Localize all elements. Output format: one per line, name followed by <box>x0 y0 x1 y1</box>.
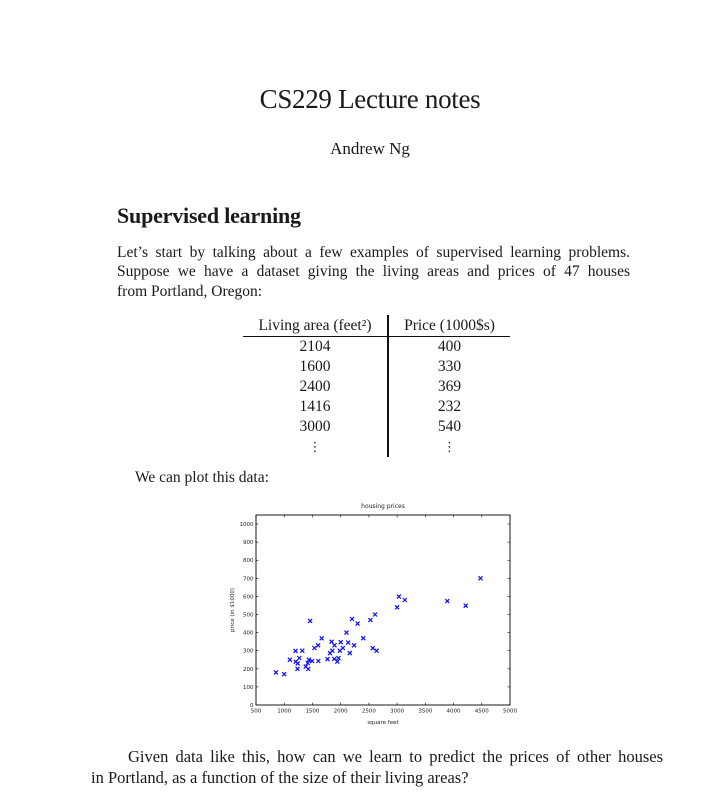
cell-price: 330 <box>437 358 462 375</box>
cell-living-area: 1600 <box>243 357 388 377</box>
y-tick-label: 700 <box>243 576 254 583</box>
x-tick-label: 1500 <box>305 708 320 715</box>
cell-living-area: 3000 <box>243 417 388 437</box>
data-point-marker <box>294 649 298 653</box>
cell-living-area: 1416 <box>243 397 388 417</box>
intro-line: Let’s start by talking about a few examples of supervised learning problems. <box>117 244 630 261</box>
table-header-price: Price (1000$s) <box>388 315 510 337</box>
data-point-marker <box>274 670 278 674</box>
x-tick-label: 2500 <box>361 708 376 715</box>
cell-price: 400 <box>437 338 462 355</box>
data-point-marker <box>350 617 354 621</box>
data-point-marker <box>320 636 324 640</box>
closing-line: Given data like this, how can we learn to predict the prices of other houses <box>128 747 663 766</box>
data-point-marker <box>341 646 345 650</box>
housing-prices-scatter-chart <box>224 494 524 740</box>
vertical-ellipsis: ⋮ <box>443 439 456 455</box>
data-point-marker <box>300 649 304 653</box>
data-point-marker <box>297 656 301 660</box>
plot-intro-text: We can plot this data: <box>135 469 269 486</box>
y-tick-label: 100 <box>243 684 254 691</box>
data-point-marker <box>479 576 483 580</box>
data-point-marker <box>368 618 372 622</box>
y-tick-label: 900 <box>243 540 254 547</box>
data-point-marker <box>395 605 399 609</box>
y-tick-label: 0 <box>250 703 254 709</box>
vertical-ellipsis: ⋮ <box>243 437 388 457</box>
y-tick-label: 500 <box>243 612 254 619</box>
closing-paragraph <box>91 747 663 788</box>
data-point-marker <box>312 646 316 650</box>
table-row <box>243 337 510 358</box>
x-tick-label: 4000 <box>446 708 461 715</box>
y-tick-label: 800 <box>243 558 254 565</box>
table-row <box>243 417 510 437</box>
cell-price: 369 <box>437 378 462 395</box>
x-tick-label: 2000 <box>333 708 348 715</box>
data-point-marker <box>375 649 379 653</box>
data-point-marker <box>308 619 312 623</box>
table-row <box>243 397 510 417</box>
cell-living-area: 2400 <box>243 377 388 397</box>
y-tick-label: 300 <box>243 648 254 655</box>
data-point-marker <box>464 604 468 608</box>
data-point-marker <box>339 640 343 644</box>
data-point-marker <box>296 667 300 671</box>
data-point-marker <box>445 599 449 603</box>
data-point-marker <box>304 665 308 669</box>
data-point-marker <box>371 646 375 650</box>
plot-box <box>256 515 510 705</box>
data-point-marker <box>345 631 349 635</box>
x-tick-label: 1000 <box>277 708 292 715</box>
cell-price: 540 <box>437 418 462 435</box>
data-point-marker <box>288 658 292 662</box>
data-point-marker <box>316 659 320 663</box>
x-tick-label: 3000 <box>390 708 405 715</box>
data-point-marker <box>403 598 407 602</box>
data-point-marker <box>337 656 341 660</box>
data-point-marker <box>330 640 334 644</box>
housing-data-table <box>243 315 510 457</box>
data-point-marker <box>326 657 330 661</box>
y-tick-label: 600 <box>243 594 254 601</box>
x-tick-label: 4500 <box>474 708 489 715</box>
y-tick-label: 400 <box>243 630 254 637</box>
page-title: CS229 Lecture notes <box>259 84 481 114</box>
data-point-marker <box>373 613 377 617</box>
intro-line: from Portland, Oregon: <box>117 282 263 300</box>
housing-prices-figure <box>224 494 524 740</box>
data-point-marker <box>356 622 360 626</box>
section-heading: Supervised learning <box>117 203 301 228</box>
x-tick-label: 5000 <box>503 708 517 715</box>
x-tick-label: 3500 <box>418 708 433 715</box>
cell-living-area: 2104 <box>243 337 388 358</box>
table-row <box>243 357 510 377</box>
y-tick-label: 200 <box>243 666 254 673</box>
data-point-marker <box>348 651 352 655</box>
x-tick-label: 500 <box>250 708 262 715</box>
table-ellipsis-row <box>243 437 510 457</box>
data-point-marker <box>361 636 365 640</box>
intro-paragraph <box>117 243 630 301</box>
data-point-marker <box>330 649 334 653</box>
chart-title: housing prices <box>361 503 405 510</box>
data-point-marker <box>294 660 298 664</box>
y-tick-label: 1000 <box>239 522 254 529</box>
data-point-marker <box>282 672 286 676</box>
data-point-marker <box>332 657 336 661</box>
data-point-marker <box>346 641 350 645</box>
intro-line: Suppose we have a dataset giving the living areas and prices of 47 houses <box>117 263 630 281</box>
table-header-living-area: Living area (feet²) <box>243 315 388 337</box>
data-point-marker <box>352 643 356 647</box>
data-point-marker <box>316 643 320 647</box>
data-point-marker <box>397 595 401 599</box>
table-row <box>243 377 510 397</box>
y-axis-label: price (in $1000) <box>230 588 236 632</box>
cell-price: 232 <box>437 398 462 415</box>
closing-line: in Portland, as a function of the size of their living areas? <box>91 767 469 787</box>
author-name: Andrew Ng <box>330 139 410 158</box>
x-axis-label: square feet <box>367 720 399 726</box>
